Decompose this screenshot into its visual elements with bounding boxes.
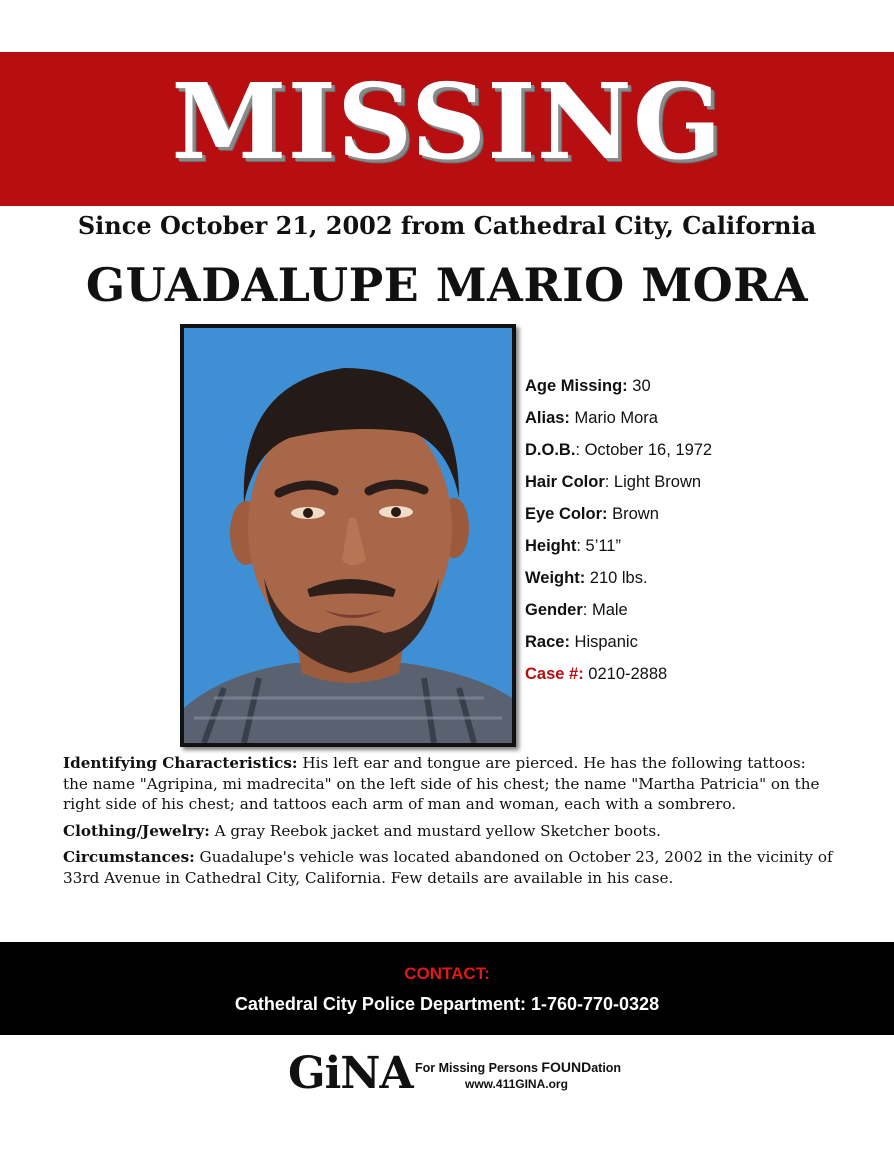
detail-hair-color: Hair Color: Light Brown [525,473,702,491]
circumstances: Circumstances: Guadalupe's vehicle was located abandoned on October 23, 2002 in the vicinity of 33rd Avenue in Cathedral City, California. Few details are available in his case. [63,848,833,887]
gina-website-link[interactable]: www.411GINA.org [465,1077,568,1091]
missing-since-line: Since October 21, 2002 from Cathedral City, California [77,211,817,240]
detail-weight: Weight: 210 lbs. [525,569,648,587]
detail-alias: Alias: Mario Mora [525,409,658,427]
missing-title: MISSING [171,60,723,183]
person-details [525,374,865,694]
detail-age-missing: Age Missing: 30 [525,377,651,395]
gina-logo [288,1048,628,1099]
contact-panel [0,942,894,1035]
detail-case-number: Case #: 0210-2888 [525,665,668,683]
contact-title: CONTACT: [404,964,490,983]
person-photo-illustration [184,328,512,743]
contact-phone-line: Cathedral City Police Department: 1-760-770-0328 [234,994,660,1014]
detail-height: Height: 5’11” [525,537,621,555]
case-description [63,753,833,894]
gina-logo-word: GiNA [288,1048,413,1099]
detail-gender: Gender: Male [525,601,628,619]
person-photo [180,324,516,747]
identifying-characteristics: Identifying Characteristics: His left ear and tongue are pierced. He has the following tattoos: the name "Agripina, mi madrecita" on the left side of his chest; the name "Martha Patricia" on the right side of his chest; and tattoos each arm of man and woman, each with a sombrero. [63,754,820,813]
gina-tagline: For Missing Persons FOUNDation [415,1059,622,1075]
person-name: GUADALUPE MARIO MORA [85,258,809,312]
detail-dob: D.O.B.: October 16, 1972 [525,441,713,459]
detail-race: Race: Hispanic [525,633,638,651]
clothing-jewelry: Clothing/Jewelry: A gray Reebok jacket and mustard yellow Sketcher boots. [63,821,661,840]
detail-eye-color: Eye Color: Brown [525,505,659,523]
